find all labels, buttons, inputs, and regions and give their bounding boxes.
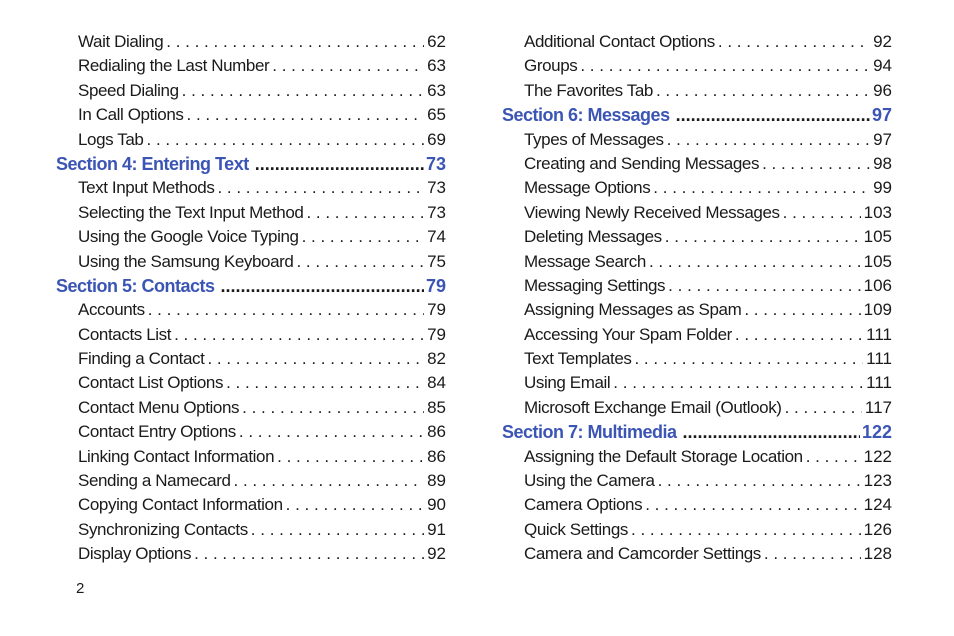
- toc-title: Synchronizing Contacts: [78, 519, 248, 539]
- toc-title: Deleting Messages: [524, 227, 662, 247]
- toc-entry-redialing-the-last-number[interactable]: [56, 56, 446, 80]
- toc-page-number: 98: [873, 153, 892, 173]
- dot-leader: [718, 32, 870, 52]
- toc-entry-the-favorites-tab[interactable]: [502, 81, 892, 105]
- dot-leader: [148, 300, 424, 320]
- dot-leader: [182, 81, 424, 101]
- toc-title: Display Options: [78, 544, 192, 564]
- dot-leader: [653, 178, 870, 198]
- toc-page-number: 109: [863, 300, 892, 320]
- toc-title: Section 5: Contacts: [56, 275, 215, 296]
- toc-title: Accounts: [78, 300, 145, 320]
- dot-leader: [302, 227, 425, 247]
- toc-page-number: 92: [873, 32, 892, 51]
- toc-entry-speed-dialing[interactable]: [56, 81, 446, 105]
- toc-entry-using-the-samsung-keyboard[interactable]: [56, 252, 446, 276]
- dot-leader: [735, 325, 863, 345]
- dot-leader: [668, 276, 860, 296]
- dot-leader: [306, 203, 424, 223]
- dot-leader: [234, 471, 425, 491]
- toc-entry-types-of-messages[interactable]: [502, 130, 892, 154]
- toc-page-number: 105: [863, 251, 892, 271]
- dot-leader: [667, 130, 870, 150]
- toc-page-number: 82: [427, 349, 446, 369]
- toc-entry-assigning-messages-as-spam[interactable]: [502, 300, 892, 324]
- dot-leader: [631, 520, 861, 540]
- toc-entry-quick-settings[interactable]: [502, 520, 892, 544]
- toc-page-number: 122: [861, 422, 892, 443]
- toc-title: Types of Messages: [524, 129, 664, 149]
- page-number: 2: [76, 580, 85, 597]
- dot-leader: [255, 154, 424, 175]
- dot-leader: [649, 252, 861, 272]
- toc-title: Quick Settings: [524, 519, 629, 539]
- dot-leader: [147, 130, 425, 150]
- toc-page-number: 90: [427, 495, 446, 515]
- toc-title: Contact Menu Options: [78, 397, 240, 417]
- toc-title: Creating and Sending Messages: [524, 153, 760, 173]
- toc-page-number: 111: [866, 349, 892, 369]
- toc-page-number: 91: [427, 519, 446, 539]
- toc-title: Using the Samsung Keyboard: [78, 251, 294, 271]
- toc-page-number: 126: [863, 519, 892, 539]
- toc-title: Copying Contact Information: [78, 495, 283, 515]
- toc-page-number: 75: [427, 251, 446, 271]
- toc-page-number: 117: [864, 397, 892, 417]
- toc-entry-contact-list-options[interactable]: [56, 373, 446, 397]
- toc-entry-sending-a-namecard[interactable]: [56, 471, 446, 495]
- toc-page-number: 92: [427, 544, 446, 564]
- toc-entry-using-email[interactable]: [502, 373, 892, 397]
- dot-leader: [239, 422, 424, 442]
- dot-leader: [783, 203, 861, 223]
- toc-entry-text-input-methods[interactable]: [56, 178, 446, 202]
- toc-title: Message Options: [524, 178, 651, 198]
- toc-title: Messaging Settings: [524, 275, 666, 295]
- toc-title: The Favorites Tab: [524, 80, 653, 100]
- dot-leader: [226, 373, 424, 393]
- toc-title: Assigning the Default Storage Location: [524, 446, 803, 466]
- toc-title: Finding a Contact: [78, 349, 205, 369]
- toc-page-number: 124: [863, 495, 892, 515]
- toc-page-number: 99: [873, 178, 892, 198]
- toc-entry-creating-and-sending-messages[interactable]: [502, 154, 892, 178]
- toc-page-number: 106: [863, 275, 892, 295]
- toc-page-number: 62: [427, 32, 446, 51]
- toc-entry-display-options[interactable]: [56, 544, 446, 568]
- toc-title: Wait Dialing: [78, 32, 164, 51]
- toc-title: Speed Dialing: [78, 80, 179, 100]
- toc-page-number: 96: [873, 80, 892, 100]
- toc-entry-contact-entry-options[interactable]: [56, 422, 446, 446]
- toc-title: Using the Camera: [524, 471, 655, 491]
- toc-entry-camera-and-camcorder-settings[interactable]: [502, 544, 892, 568]
- toc-page-number: 63: [427, 56, 446, 76]
- toc-page-number: 63: [427, 80, 446, 100]
- toc-page-number: 105: [863, 227, 892, 247]
- toc-entry-viewing-newly-received-messages[interactable]: [502, 203, 892, 227]
- dot-leader: [166, 32, 424, 52]
- dot-leader: [286, 495, 424, 515]
- dot-leader: [207, 349, 424, 369]
- toc-title: In Call Options: [78, 105, 184, 125]
- toc-title: Assigning Messages as Spam: [524, 300, 742, 320]
- toc-title: Selecting the Text Input Method: [78, 202, 304, 222]
- dot-leader: [580, 56, 870, 76]
- dot-leader: [683, 422, 860, 443]
- toc-page-number: 86: [427, 446, 446, 466]
- toc-page-number: 85: [427, 397, 446, 417]
- toc-entry-using-the-google-voice-typing[interactable]: [56, 227, 446, 251]
- toc-left-column: [56, 32, 446, 569]
- toc-title: Section 7: Multimedia: [502, 422, 677, 443]
- toc-section-section-4-entering-text[interactable]: [56, 154, 446, 178]
- toc-page-number: 97: [871, 105, 892, 126]
- dot-leader: [634, 349, 863, 369]
- dot-leader: [272, 56, 424, 76]
- toc-entry-message-options[interactable]: [502, 178, 892, 202]
- toc-title: Section 6: Messages: [502, 105, 670, 126]
- toc-title: Message Search: [524, 251, 646, 271]
- toc-section-section-5-contacts[interactable]: [56, 276, 446, 300]
- toc-page-number: 73: [425, 153, 446, 174]
- toc-page-number: 79: [427, 324, 446, 344]
- toc-page-number: 97: [873, 129, 892, 149]
- dot-leader: [665, 227, 861, 247]
- toc-entry-text-templates[interactable]: [502, 349, 892, 373]
- toc-page-number: 111: [866, 373, 892, 393]
- toc-page-number: 103: [863, 202, 892, 222]
- toc-entry-finding-a-contact[interactable]: [56, 349, 446, 373]
- toc-title: Logs Tab: [78, 129, 144, 149]
- toc-title: Linking Contact Information: [78, 446, 275, 466]
- toc-entry-wait-dialing[interactable]: [56, 32, 446, 56]
- toc-section-section-7-multimedia[interactable]: [502, 422, 892, 446]
- dot-leader: [217, 178, 424, 198]
- toc-page-number: 84: [427, 373, 446, 393]
- toc-title: Microsoft Exchange Email (Outlook): [524, 397, 782, 417]
- dot-leader: [194, 544, 424, 564]
- toc-title: Section 4: Entering Text: [56, 153, 249, 174]
- toc-title: Camera Options: [524, 495, 643, 515]
- toc-page-number: 89: [427, 471, 446, 491]
- dot-leader: [658, 471, 861, 491]
- toc-title: Text Input Methods: [78, 178, 215, 198]
- dot-leader: [785, 398, 862, 418]
- toc-right-column: [502, 32, 892, 569]
- toc-page-number: 69: [427, 129, 446, 149]
- toc-title: Using the Google Voice Typing: [78, 227, 299, 247]
- toc-title: Contacts List: [78, 324, 172, 344]
- toc-page-number: 86: [427, 422, 446, 442]
- dot-leader: [762, 154, 870, 174]
- toc-entry-selecting-the-text-input-method[interactable]: [56, 203, 446, 227]
- dot-leader: [242, 398, 424, 418]
- toc-entry-messaging-settings[interactable]: [502, 276, 892, 300]
- dot-leader: [676, 105, 870, 126]
- toc-entry-camera-options[interactable]: [502, 495, 892, 519]
- dot-leader: [251, 520, 424, 540]
- toc-title: Camera and Camcorder Settings: [524, 544, 761, 564]
- dot-leader: [613, 373, 863, 393]
- toc-entry-in-call-options[interactable]: [56, 105, 446, 129]
- dot-leader: [174, 325, 424, 345]
- dot-leader: [744, 300, 860, 320]
- dot-leader: [296, 252, 424, 272]
- toc-title: Using Email: [524, 373, 611, 393]
- toc-entry-copying-contact-information[interactable]: [56, 495, 446, 519]
- toc-page-number: 79: [425, 275, 446, 296]
- toc-page-number: 73: [427, 202, 446, 222]
- toc-entry-message-search[interactable]: [502, 252, 892, 276]
- toc-page-number: 79: [427, 300, 446, 320]
- toc-entry-accounts[interactable]: [56, 300, 446, 324]
- toc-section-section-6-messages[interactable]: [502, 105, 892, 129]
- toc-entry-linking-contact-information[interactable]: [56, 447, 446, 471]
- toc-entry-microsoft-exchange-email-outlook[interactable]: [502, 398, 892, 422]
- toc-entry-synchronizing-contacts[interactable]: [56, 520, 446, 544]
- toc-entry-contacts-list[interactable]: [56, 325, 446, 349]
- toc-title: Groups: [524, 56, 578, 76]
- toc-page-number: 73: [427, 178, 446, 198]
- toc-title: Sending a Namecard: [78, 471, 231, 491]
- toc-entry-assigning-the-default-storage-location[interactable]: [502, 447, 892, 471]
- toc-entry-groups[interactable]: [502, 56, 892, 80]
- toc-title: Contact List Options: [78, 373, 224, 393]
- toc-title: Viewing Newly Received Messages: [524, 202, 780, 222]
- dot-leader: [764, 544, 861, 564]
- toc-entry-additional-contact-options[interactable]: [502, 32, 892, 56]
- toc-title: Contact Entry Options: [78, 422, 236, 442]
- dot-leader: [277, 447, 424, 467]
- toc-title: Accessing Your Spam Folder: [524, 324, 732, 344]
- toc-page-number: 128: [863, 544, 892, 564]
- toc-title: Additional Contact Options: [524, 32, 715, 51]
- toc-entry-accessing-your-spam-folder[interactable]: [502, 325, 892, 349]
- toc-page-number: 122: [863, 446, 892, 466]
- dot-leader: [187, 105, 425, 125]
- toc-title: Text Templates: [524, 349, 632, 369]
- dot-leader: [806, 447, 861, 467]
- toc-title: Redialing the Last Number: [78, 56, 270, 76]
- toc-page-number: 65: [427, 105, 446, 125]
- dot-leader: [645, 495, 860, 515]
- toc-entry-contact-menu-options[interactable]: [56, 398, 446, 422]
- toc-entry-logs-tab[interactable]: [56, 130, 446, 154]
- dot-leader: [656, 81, 870, 101]
- toc-page-number: 111: [866, 324, 892, 344]
- toc-entry-using-the-camera[interactable]: [502, 471, 892, 495]
- dot-leader: [221, 276, 424, 297]
- toc-entry-deleting-messages[interactable]: [502, 227, 892, 251]
- toc-page-number: 123: [863, 471, 892, 491]
- toc-page-number: 74: [427, 227, 446, 247]
- toc-page-number: 94: [873, 56, 892, 76]
